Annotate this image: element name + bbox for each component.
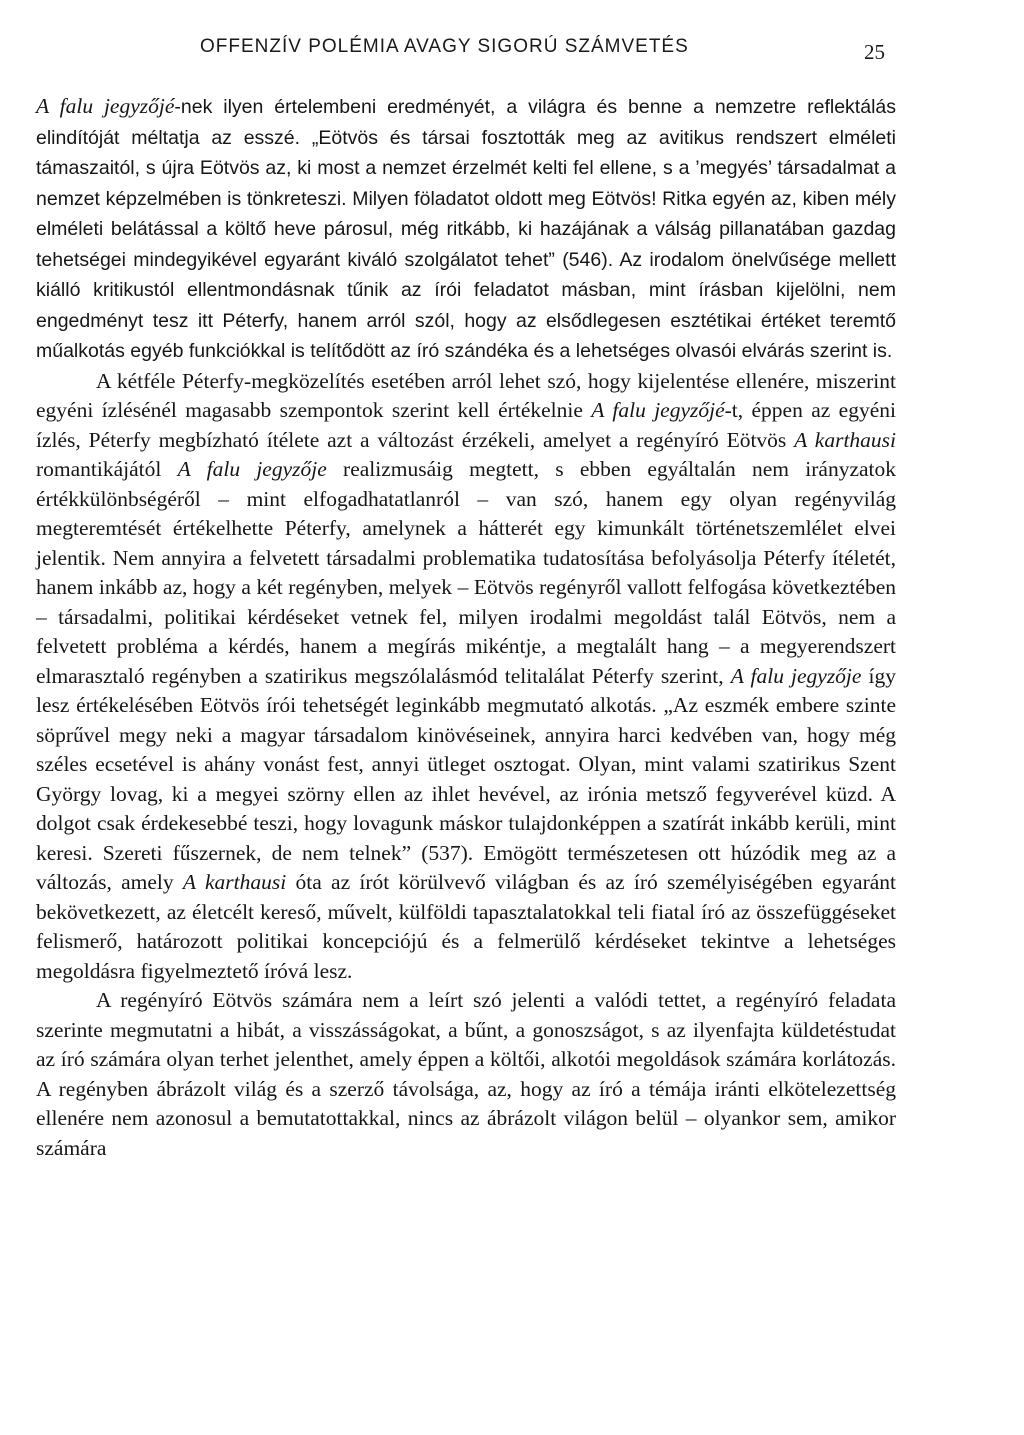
text-segment: így lesz értékelésében Eötvös írói tehetségét leginkább megmutató alkotás. „Az eszmék embere szinte söprűvel megy neki a magyar társadalom kinövéseinek, annyira harci kedvében van, hogy még széles ecsetével is ahány vonást fest, annyi ütleget osztogat. Olyan, mint valami szatirikus Szent György lovag, ki a megyei szörny ellen az ihlet hevével, az irónia metsző fegyverével küzd. A dolgot csak érdekesebbé teszi, hogy lovagunk máskor tulajdonképpen a szatírát inkább kerüli, mint keresi. Szereti fűszernek, de nem telnek” (537). Emögött természetesen ott húzódik meg az a változás, amely [36,663,896,894]
paragraph-2 [36,367,896,987]
book-title-italic: A karthausi [182,870,287,894]
paragraph-1 [36,92,896,367]
text-segment: óta az írót körülvevő világban és az író személyiségében egyaránt bekövetkezett, az életcélt kereső, művelt, külföldi tapasztalatokkal teli fiatal író az összefüggéseket felismerő, határozott politikai koncepciójú és a felmerülő kérdéseket tekintve a lehetséges megoldásra figyelmeztető íróvá lesz. [36,870,897,983]
text-segment: A regényíró Eötvös számára nem a leírt szó jelenti a valódi tettet, a regényíró feladata szerinte megmutatni a hibát, a visszásságokat, a bűnt, a gonoszságot, s az ilyenfajta küldetéstudat az író számára olyan terhet jelenthet, amely éppen a költői, alkotói megoldások számára korlátozás. A regényben ábrázolt világ és a szerző távolsága, az, hogy az író a témája iránti elkötelezettség ellenére nem azonosul a bemutatottakkal, nincs az ábrázolt világon belül – olyankor sem, amikor számára [36,988,896,1160]
page-number: 25 [864,40,885,64]
text-segment: Az irodalom önelvűsége mellett kiálló kritikustól ellentmondásnak tűnik az írói feladatot másban, mint írásban kijelölni, nem engedményt tesz itt Péterfy, hanem arról szól, hogy az elsődlegesen esztétikai értéket teremtő műalkotás egyéb funkciókkal is telítődött az író szándéka és a lehetséges olvasói elvárás szerint is. [36,248,896,362]
running-head-title: OFFENZÍV POLÉMIA AVAGY SIGORÚ SZÁMVETÉS [200,36,689,57]
book-title-italic: A falu jegyzője [730,663,862,688]
book-title-italic: A falu jegyzőjé [591,398,725,422]
book-title-italic: A karthausi [794,427,897,452]
text-segment: realizmusáig megtett, s ebben egyáltalán nem irányzatok értékkülönbségéről – mint elfogadhatatlanról – van szó, hanem egy olyan regényvilág megteremtését értékelhette Péterfy, amelynek a hátterét egy kimunkált történetszemlélet elvei jelentik. Nem annyira a felvetett társadalmi problematika tudatosítása befolyásolja Péterfy ítéletét, hanem inkább az, hogy a két regényben, melyek – Eötvös regényről vallott felfogása következtében – társadalmi, politikai kérdéseket vetnek fel, milyen irodalmi megoldást talál Eötvös, nem a felvetett probléma a kérdés, hanem a megírás mikéntje, a megtalált hang – a megyerendszert elmarasztaló regényben a szatirikus megszólalásmód telitalálat Péterfy szerint, [36,457,896,688]
book-title-italic: A falu jegyzője [177,457,327,481]
text-segment: -nek ilyen értelembeni eredményét, a világra és benne a nemzetre reflektálás elindítóját méltatja az esszé. „Eötvös és társai fosztották meg az avitikus rendszert elméleti támaszaitól, s újra Eötvös az, ki most a nemzet érzelmét kelti fel ellene, s a ’megyés’ társadalmat a nemzet képzelmében is tönkreteszi. Milyen föladatot oldott meg Eötvös! [36,96,896,210]
text-segment: A kétféle Péterfy-megközelítés esetében arról lehet szó, hogy kijelentése ellenére, miszerint egyéni ízlésénél magasabb szempontok szerint kell értékelnie [36,368,896,422]
text-segment: A falu jegyzőjé [36,94,175,118]
text-segment: -t, éppen az egyéni ízlés, Péterfy megbízható ítélete azt a változást érzékeli, amelyet a regényíró Eötvös [36,398,896,452]
paragraph-3 [36,986,896,1163]
text-segment: Ritka egyén az, kiben mély elméleti belátással a költő heve párosul, még ritkább, ki hazájának a válság pillanatában gazdag tehetségei mindegyikével egyaránt kiváló szolgálatot tehet” (546). [36,187,896,271]
text-segment: romantikájától [36,457,178,481]
body-text [36,92,896,1163]
